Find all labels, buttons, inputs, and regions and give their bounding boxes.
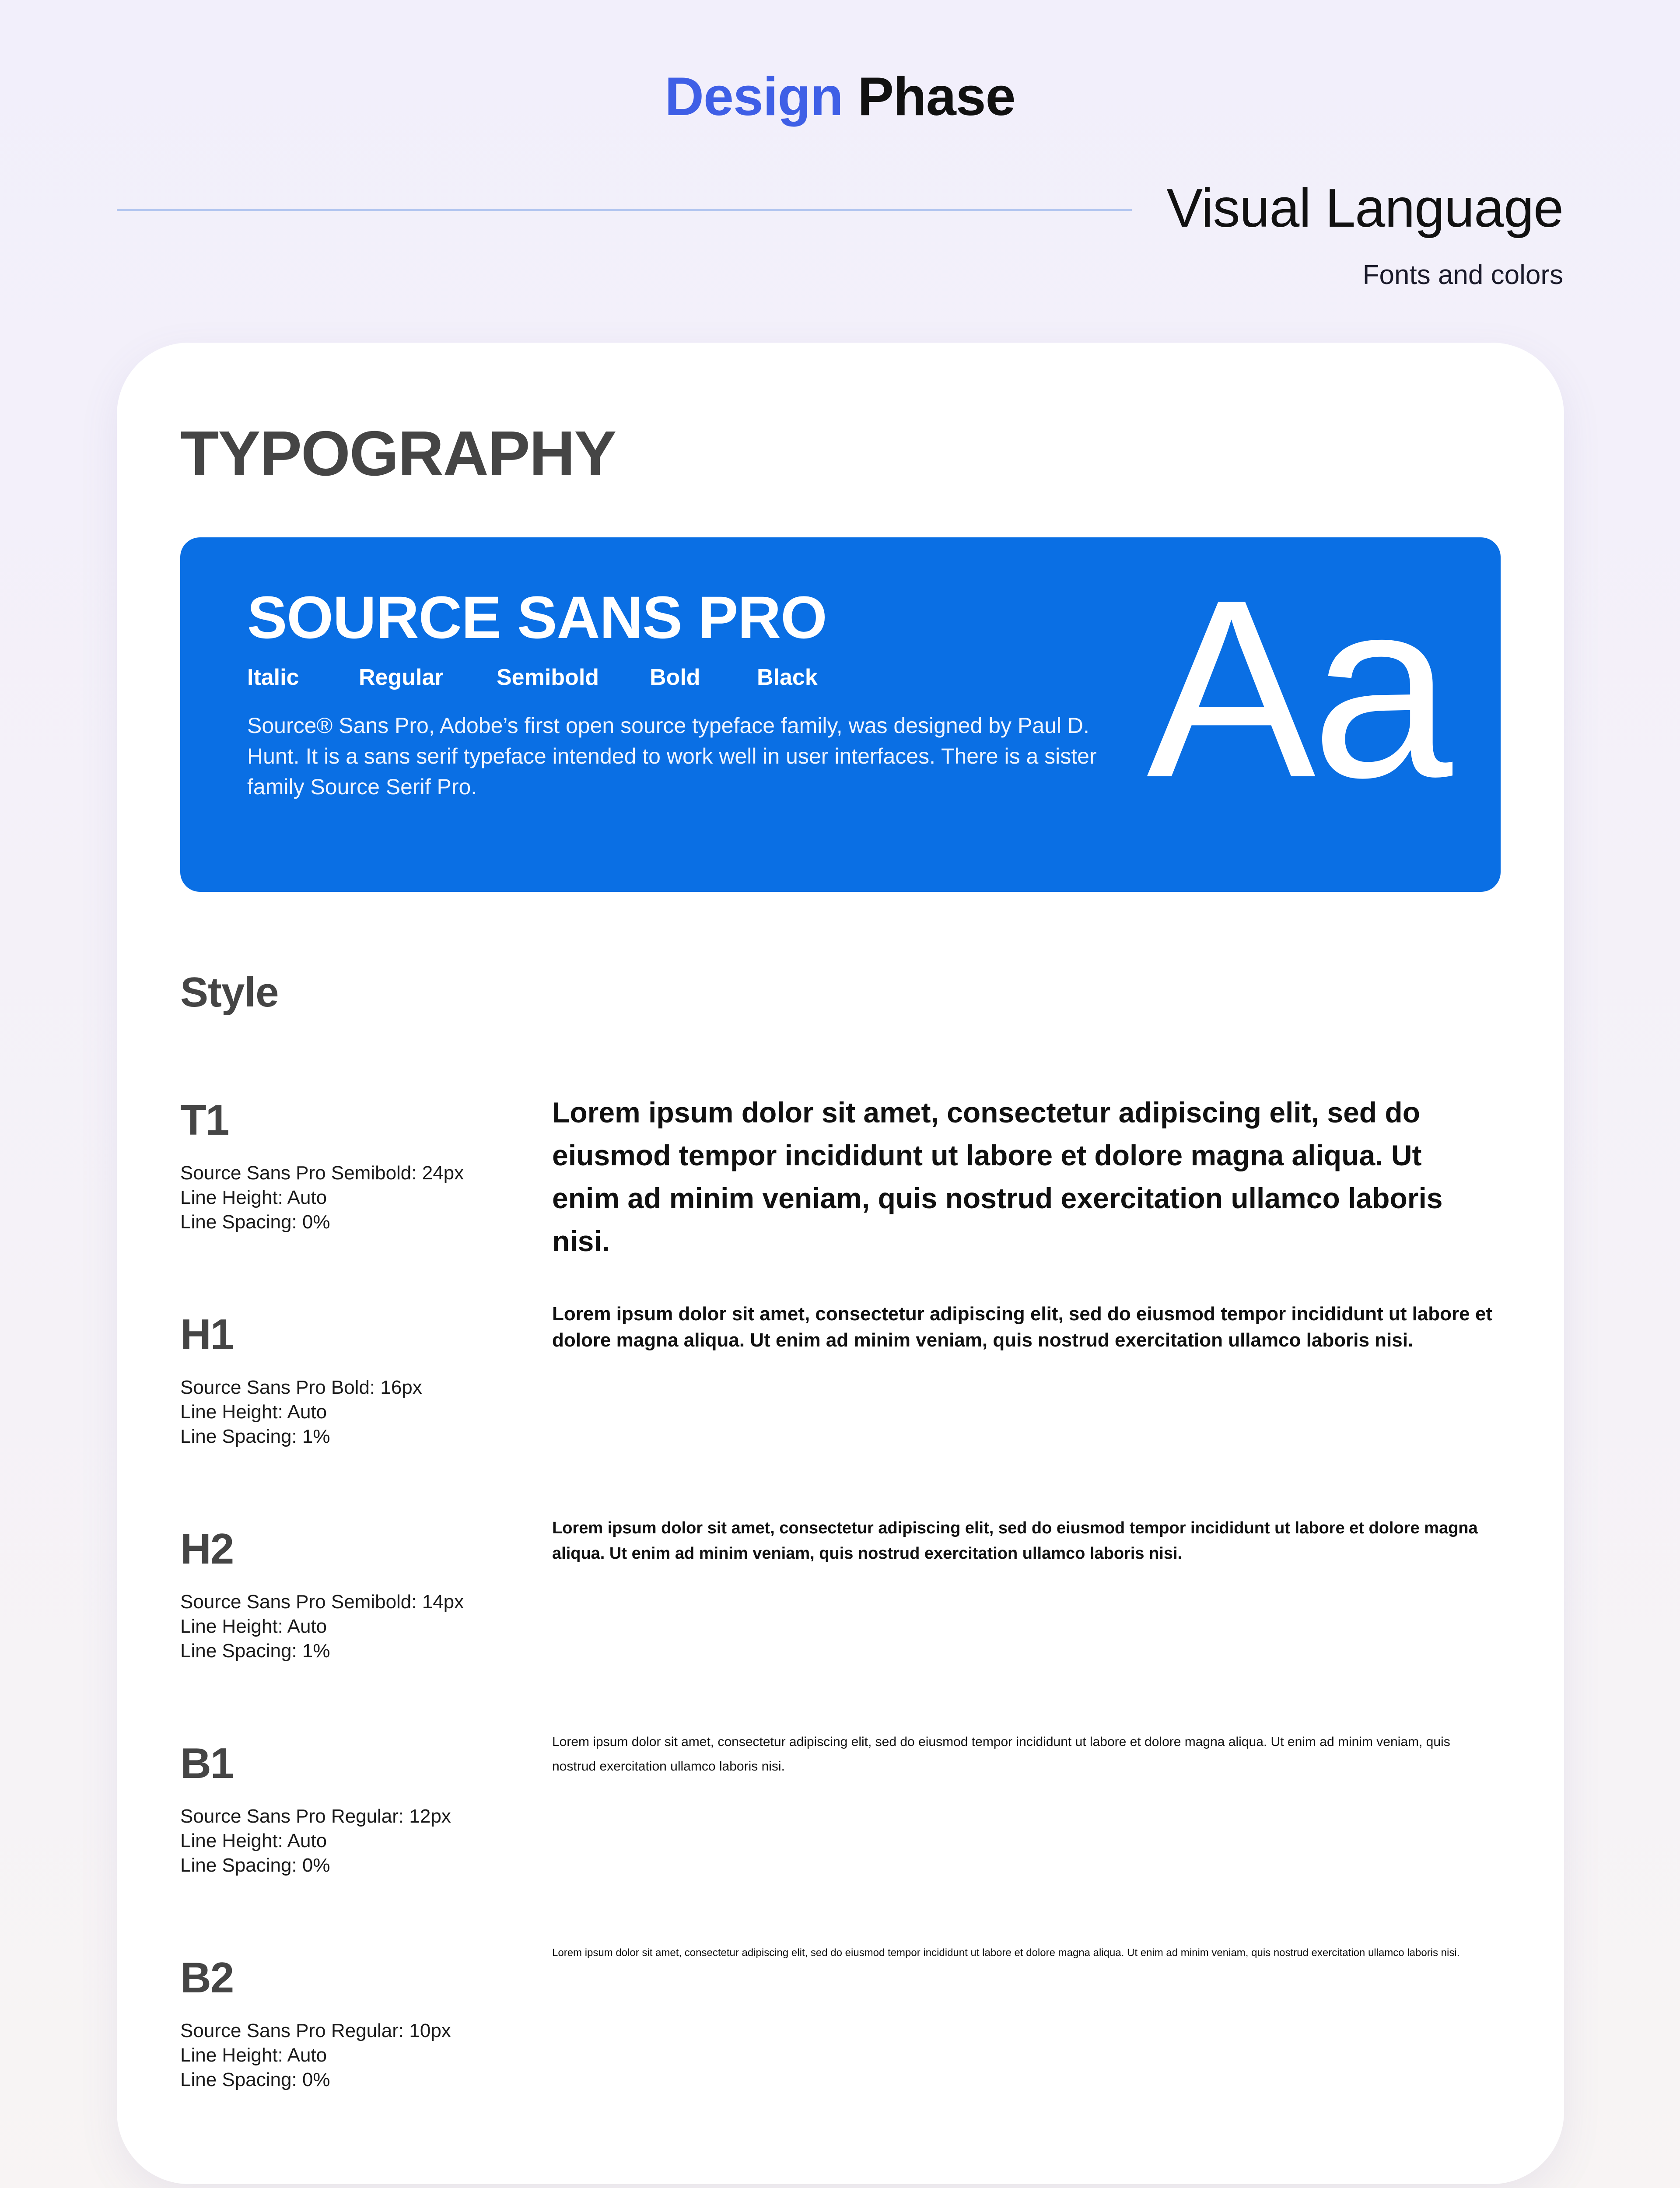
weight-semibold: Semibold [497,665,599,690]
style-font: Source Sans Pro Semibold: 24px [180,1162,464,1184]
style-meta [180,1375,422,1449]
typography-card [117,343,1564,2184]
weight-black: Black [757,665,818,690]
header-divider [117,209,1132,211]
style-sample: Lorem ipsum dolor sit amet, consectetur adipiscing elit, sed do eiusmod tempor incididunt ut labore et dolore magna aliqua. Ut enim ad minim veniam, quis nostrud exercitation ullamco laboris nisi. [552,1303,1492,1351]
style-line-spacing: Line Spacing: 1% [180,1640,330,1662]
style-line-height: Line Height: Auto [180,1616,327,1637]
style-line-height: Line Height: Auto [180,1830,327,1851]
font-sample-glyphs: Aa [1146,547,1448,830]
style-line-height: Line Height: Auto [180,2044,327,2066]
style-font: Source Sans Pro Semibold: 14px [180,1591,464,1613]
style-line-height: Line Height: Auto [180,1187,327,1208]
page-title-accent: Design [665,67,843,127]
style-line-height: Line Height: Auto [180,1401,327,1423]
weight-regular: Regular [359,665,444,690]
style-code: H1 [180,1310,234,1358]
style-row-b1 [180,1735,1501,1922]
weight-bold: Bold [650,665,700,690]
style-row-h1 [180,1303,1501,1494]
section-title: Visual Language [1166,178,1563,238]
style-row-h2 [180,1519,1501,1708]
weight-italic: Italic [247,665,299,690]
section-subtitle: Fonts and colors [1362,260,1563,290]
page-title-rest: Phase [858,67,1015,127]
font-description: Source® Sans Pro, Adobe’s first open source typeface family, was designed by Paul D. Hunt. It is a sans serif typeface intended to work well in user interfaces. There is a sister family Source Serif Pro. [247,713,1097,799]
style-sample: Lorem ipsum dolor sit amet, consectetur adipiscing elit, sed do eiusmod tempor incididunt ut labore et dolore magna aliqua. Ut enim ad minim veniam, quis nostrud exercitation ullamco laboris nisi. [552,1735,1450,1774]
style-line-spacing: Line Spacing: 1% [180,1426,330,1447]
style-font: Source Sans Pro Regular: 12px [180,1806,451,1827]
style-font: Source Sans Pro Bold: 16px [180,1377,422,1398]
style-sample: Lorem ipsum dolor sit amet, consectetur adipiscing elit, sed do eiusmod tempor incididunt ut labore et dolore magna aliqua. Ut enim ad minim veniam, quis nostrud exercitation ullamco laboris nisi. [552,1096,1443,1257]
style-meta [180,1590,464,1663]
style-code: T1 [180,1096,229,1144]
style-code: B2 [180,1953,234,2002]
style-font: Source Sans Pro Regular: 10px [180,2020,451,2041]
style-heading: Style [180,969,279,1016]
style-code: H2 [180,1525,234,1573]
style-row-b2 [180,1947,1501,2137]
font-name: SOURCE SANS PRO [247,584,827,651]
typography-heading: TYPOGRAPHY [180,418,616,489]
style-meta [180,1804,451,1878]
style-code: B1 [180,1739,234,1787]
style-line-spacing: Line Spacing: 0% [180,1855,330,1876]
style-row-t1 [180,1095,1501,1279]
style-meta [180,2019,451,2092]
font-banner [180,537,1501,892]
style-sample: Lorem ipsum dolor sit amet, consectetur adipiscing elit, sed do eiusmod tempor incididunt ut labore et dolore magna aliqua. Ut enim ad minim veniam, quis nostrud exercitation ullamco laboris nisi. [552,1519,1478,1563]
style-line-spacing: Line Spacing: 0% [180,1211,330,1233]
page-title [0,66,1680,128]
style-sample: Lorem ipsum dolor sit amet, consectetur adipiscing elit, sed do eiusmod tempor incididunt ut labore et dolore magna aliqua. Ut enim ad minim veniam, quis nostrud exercitation ullamco laboris nisi. [552,1947,1460,1959]
style-meta [180,1161,464,1234]
style-line-spacing: Line Spacing: 0% [180,2069,330,2090]
